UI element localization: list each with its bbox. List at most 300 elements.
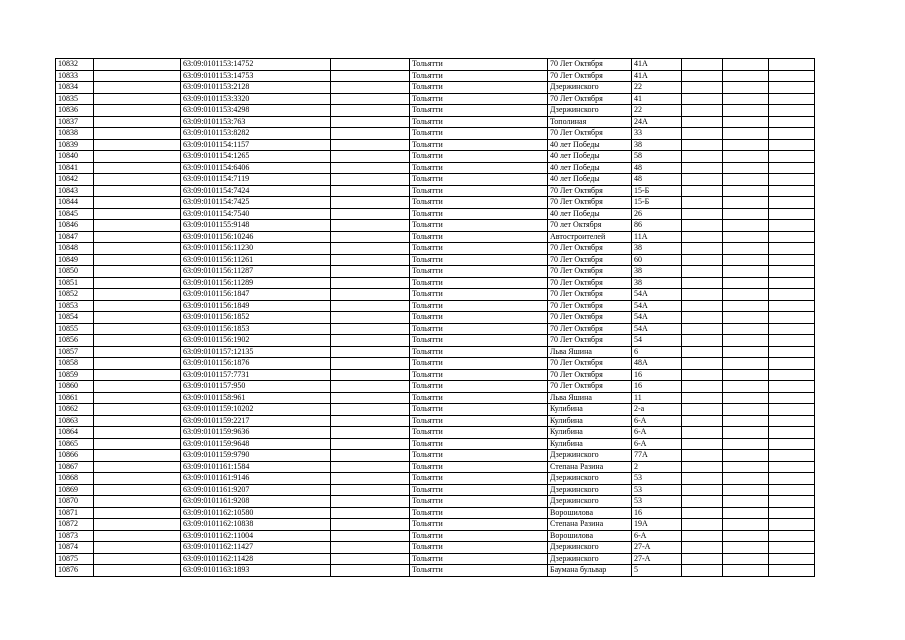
empty-cell-h[interactable] bbox=[682, 565, 723, 577]
row-number-cell[interactable]: 10839 bbox=[56, 139, 94, 151]
empty-cell-j[interactable] bbox=[769, 542, 815, 554]
street-cell[interactable]: 40 лет Победы bbox=[548, 151, 632, 163]
empty-cell-i[interactable] bbox=[723, 197, 769, 209]
street-cell[interactable]: Дзержинского bbox=[548, 484, 632, 496]
street-cell[interactable]: 70 Лет Октября bbox=[548, 323, 632, 335]
empty-cell-b[interactable] bbox=[94, 139, 181, 151]
empty-cell-i[interactable] bbox=[723, 450, 769, 462]
empty-cell-d[interactable] bbox=[331, 151, 410, 163]
cadastral-number-cell[interactable]: 63:09:0101161:1584 bbox=[181, 461, 331, 473]
empty-cell-i[interactable] bbox=[723, 208, 769, 220]
empty-cell-d[interactable] bbox=[331, 105, 410, 117]
empty-cell-i[interactable] bbox=[723, 151, 769, 163]
empty-cell-b[interactable] bbox=[94, 116, 181, 128]
empty-cell-i[interactable] bbox=[723, 484, 769, 496]
empty-cell-h[interactable] bbox=[682, 93, 723, 105]
city-cell[interactable]: Тольятти bbox=[410, 208, 548, 220]
house-number-cell[interactable]: 33 bbox=[632, 128, 682, 140]
empty-cell-b[interactable] bbox=[94, 450, 181, 462]
empty-cell-d[interactable] bbox=[331, 496, 410, 508]
empty-cell-j[interactable] bbox=[769, 197, 815, 209]
empty-cell-j[interactable] bbox=[769, 300, 815, 312]
row-number-cell[interactable]: 10862 bbox=[56, 404, 94, 416]
empty-cell-j[interactable] bbox=[769, 369, 815, 381]
empty-cell-i[interactable] bbox=[723, 243, 769, 255]
row-number-cell[interactable]: 10853 bbox=[56, 300, 94, 312]
row-number-cell[interactable]: 10837 bbox=[56, 116, 94, 128]
empty-cell-h[interactable] bbox=[682, 151, 723, 163]
row-number-cell[interactable]: 10840 bbox=[56, 151, 94, 163]
empty-cell-b[interactable] bbox=[94, 553, 181, 565]
empty-cell-h[interactable] bbox=[682, 438, 723, 450]
empty-cell-b[interactable] bbox=[94, 473, 181, 485]
empty-cell-b[interactable] bbox=[94, 507, 181, 519]
house-number-cell[interactable]: 16 bbox=[632, 381, 682, 393]
empty-cell-b[interactable] bbox=[94, 82, 181, 94]
empty-cell-h[interactable] bbox=[682, 461, 723, 473]
cadastral-number-cell[interactable]: 63:09:0101162:11427 bbox=[181, 542, 331, 554]
cadastral-number-cell[interactable]: 63:09:0101154:1265 bbox=[181, 151, 331, 163]
house-number-cell[interactable]: 11 bbox=[632, 392, 682, 404]
empty-cell-j[interactable] bbox=[769, 231, 815, 243]
empty-cell-b[interactable] bbox=[94, 128, 181, 140]
row-number-cell[interactable]: 10843 bbox=[56, 185, 94, 197]
empty-cell-d[interactable] bbox=[331, 346, 410, 358]
empty-cell-i[interactable] bbox=[723, 473, 769, 485]
empty-cell-i[interactable] bbox=[723, 93, 769, 105]
cadastral-number-cell[interactable]: 63:09:0101154:6406 bbox=[181, 162, 331, 174]
street-cell[interactable]: Дзержинского bbox=[548, 82, 632, 94]
empty-cell-i[interactable] bbox=[723, 70, 769, 82]
cadastral-number-cell[interactable]: 63:09:0101161:9207 bbox=[181, 484, 331, 496]
empty-cell-i[interactable] bbox=[723, 369, 769, 381]
empty-cell-d[interactable] bbox=[331, 553, 410, 565]
empty-cell-j[interactable] bbox=[769, 392, 815, 404]
street-cell[interactable]: 70 Лет Октября bbox=[548, 93, 632, 105]
house-number-cell[interactable]: 41 bbox=[632, 93, 682, 105]
empty-cell-i[interactable] bbox=[723, 139, 769, 151]
empty-cell-b[interactable] bbox=[94, 312, 181, 324]
house-number-cell[interactable]: 53 bbox=[632, 473, 682, 485]
cadastral-number-cell[interactable]: 63:09:0101162:10580 bbox=[181, 507, 331, 519]
house-number-cell[interactable]: 41А bbox=[632, 70, 682, 82]
empty-cell-b[interactable] bbox=[94, 289, 181, 301]
empty-cell-b[interactable] bbox=[94, 565, 181, 577]
empty-cell-i[interactable] bbox=[723, 427, 769, 439]
empty-cell-d[interactable] bbox=[331, 519, 410, 531]
city-cell[interactable]: Тольятти bbox=[410, 105, 548, 117]
empty-cell-j[interactable] bbox=[769, 519, 815, 531]
empty-cell-j[interactable] bbox=[769, 289, 815, 301]
empty-cell-d[interactable] bbox=[331, 243, 410, 255]
cadastral-number-cell[interactable]: 63:09:0101162:11428 bbox=[181, 553, 331, 565]
empty-cell-b[interactable] bbox=[94, 519, 181, 531]
empty-cell-b[interactable] bbox=[94, 266, 181, 278]
row-number-cell[interactable]: 10865 bbox=[56, 438, 94, 450]
city-cell[interactable]: Тольятти bbox=[410, 461, 548, 473]
empty-cell-d[interactable] bbox=[331, 461, 410, 473]
empty-cell-i[interactable] bbox=[723, 174, 769, 186]
city-cell[interactable]: Тольятти bbox=[410, 473, 548, 485]
empty-cell-i[interactable] bbox=[723, 461, 769, 473]
house-number-cell[interactable]: 6-А bbox=[632, 438, 682, 450]
empty-cell-j[interactable] bbox=[769, 450, 815, 462]
empty-cell-i[interactable] bbox=[723, 565, 769, 577]
house-number-cell[interactable]: 54А bbox=[632, 300, 682, 312]
house-number-cell[interactable]: 22 bbox=[632, 105, 682, 117]
empty-cell-i[interactable] bbox=[723, 530, 769, 542]
city-cell[interactable]: Тольятти bbox=[410, 392, 548, 404]
empty-cell-i[interactable] bbox=[723, 496, 769, 508]
city-cell[interactable]: Тольятти bbox=[410, 438, 548, 450]
empty-cell-b[interactable] bbox=[94, 415, 181, 427]
row-number-cell[interactable]: 10845 bbox=[56, 208, 94, 220]
house-number-cell[interactable]: 2 bbox=[632, 461, 682, 473]
city-cell[interactable]: Тольятти bbox=[410, 139, 548, 151]
empty-cell-j[interactable] bbox=[769, 93, 815, 105]
empty-cell-d[interactable] bbox=[331, 473, 410, 485]
house-number-cell[interactable]: 6-А bbox=[632, 427, 682, 439]
city-cell[interactable]: Тольятти bbox=[410, 335, 548, 347]
city-cell[interactable]: Тольятти bbox=[410, 289, 548, 301]
empty-cell-j[interactable] bbox=[769, 484, 815, 496]
empty-cell-d[interactable] bbox=[331, 335, 410, 347]
empty-cell-d[interactable] bbox=[331, 139, 410, 151]
empty-cell-h[interactable] bbox=[682, 139, 723, 151]
cadastral-number-cell[interactable]: 63:09:0101153:14752 bbox=[181, 59, 331, 71]
house-number-cell[interactable]: 15-Б bbox=[632, 197, 682, 209]
empty-cell-d[interactable] bbox=[331, 565, 410, 577]
empty-cell-d[interactable] bbox=[331, 231, 410, 243]
empty-cell-h[interactable] bbox=[682, 70, 723, 82]
cadastral-number-cell[interactable]: 63:09:0101156:1852 bbox=[181, 312, 331, 324]
house-number-cell[interactable]: 16 bbox=[632, 369, 682, 381]
city-cell[interactable]: Тольятти bbox=[410, 404, 548, 416]
empty-cell-h[interactable] bbox=[682, 358, 723, 370]
empty-cell-j[interactable] bbox=[769, 254, 815, 266]
house-number-cell[interactable]: 26 bbox=[632, 208, 682, 220]
street-cell[interactable]: 70 Лет Октября bbox=[548, 369, 632, 381]
empty-cell-i[interactable] bbox=[723, 404, 769, 416]
empty-cell-i[interactable] bbox=[723, 59, 769, 71]
cadastral-number-cell[interactable]: 63:09:0101156:11261 bbox=[181, 254, 331, 266]
city-cell[interactable]: Тольятти bbox=[410, 369, 548, 381]
city-cell[interactable]: Тольятти bbox=[410, 254, 548, 266]
empty-cell-j[interactable] bbox=[769, 335, 815, 347]
cadastral-number-cell[interactable]: 63:09:0101162:10838 bbox=[181, 519, 331, 531]
street-cell[interactable]: Автостроителей bbox=[548, 231, 632, 243]
city-cell[interactable]: Тольятти bbox=[410, 565, 548, 577]
city-cell[interactable]: Тольятти bbox=[410, 197, 548, 209]
empty-cell-b[interactable] bbox=[94, 358, 181, 370]
empty-cell-h[interactable] bbox=[682, 277, 723, 289]
empty-cell-h[interactable] bbox=[682, 553, 723, 565]
empty-cell-b[interactable] bbox=[94, 438, 181, 450]
empty-cell-i[interactable] bbox=[723, 312, 769, 324]
street-cell[interactable]: Дзержинского bbox=[548, 496, 632, 508]
street-cell[interactable]: Степана Разина bbox=[548, 519, 632, 531]
empty-cell-d[interactable] bbox=[331, 369, 410, 381]
empty-cell-b[interactable] bbox=[94, 243, 181, 255]
house-number-cell[interactable]: 48А bbox=[632, 358, 682, 370]
street-cell[interactable]: Ворошилова bbox=[548, 507, 632, 519]
empty-cell-b[interactable] bbox=[94, 231, 181, 243]
row-number-cell[interactable]: 10868 bbox=[56, 473, 94, 485]
empty-cell-i[interactable] bbox=[723, 392, 769, 404]
row-number-cell[interactable]: 10864 bbox=[56, 427, 94, 439]
empty-cell-j[interactable] bbox=[769, 461, 815, 473]
row-number-cell[interactable]: 10844 bbox=[56, 197, 94, 209]
city-cell[interactable]: Тольятти bbox=[410, 300, 548, 312]
empty-cell-i[interactable] bbox=[723, 277, 769, 289]
house-number-cell[interactable]: 48 bbox=[632, 162, 682, 174]
empty-cell-j[interactable] bbox=[769, 473, 815, 485]
empty-cell-b[interactable] bbox=[94, 369, 181, 381]
city-cell[interactable]: Тольятти bbox=[410, 151, 548, 163]
row-number-cell[interactable]: 10838 bbox=[56, 128, 94, 140]
empty-cell-h[interactable] bbox=[682, 450, 723, 462]
empty-cell-h[interactable] bbox=[682, 496, 723, 508]
row-number-cell[interactable]: 10870 bbox=[56, 496, 94, 508]
row-number-cell[interactable]: 10861 bbox=[56, 392, 94, 404]
cadastral-number-cell[interactable]: 63:09:0101156:11230 bbox=[181, 243, 331, 255]
empty-cell-b[interactable] bbox=[94, 254, 181, 266]
empty-cell-i[interactable] bbox=[723, 116, 769, 128]
empty-cell-d[interactable] bbox=[331, 185, 410, 197]
empty-cell-j[interactable] bbox=[769, 404, 815, 416]
empty-cell-b[interactable] bbox=[94, 404, 181, 416]
empty-cell-d[interactable] bbox=[331, 415, 410, 427]
empty-cell-b[interactable] bbox=[94, 427, 181, 439]
empty-cell-b[interactable] bbox=[94, 208, 181, 220]
empty-cell-b[interactable] bbox=[94, 220, 181, 232]
street-cell[interactable]: Степана Разина bbox=[548, 461, 632, 473]
empty-cell-i[interactable] bbox=[723, 185, 769, 197]
house-number-cell[interactable]: 19А bbox=[632, 519, 682, 531]
empty-cell-b[interactable] bbox=[94, 542, 181, 554]
row-number-cell[interactable]: 10832 bbox=[56, 59, 94, 71]
empty-cell-d[interactable] bbox=[331, 312, 410, 324]
house-number-cell[interactable]: 27-А bbox=[632, 542, 682, 554]
row-number-cell[interactable]: 10833 bbox=[56, 70, 94, 82]
empty-cell-d[interactable] bbox=[331, 59, 410, 71]
empty-cell-j[interactable] bbox=[769, 105, 815, 117]
empty-cell-d[interactable] bbox=[331, 116, 410, 128]
city-cell[interactable]: Тольятти bbox=[410, 484, 548, 496]
city-cell[interactable]: Тольятти bbox=[410, 82, 548, 94]
street-cell[interactable]: Дзержинского bbox=[548, 450, 632, 462]
cadastral-number-cell[interactable]: 63:09:0101155:9148 bbox=[181, 220, 331, 232]
empty-cell-j[interactable] bbox=[769, 139, 815, 151]
empty-cell-h[interactable] bbox=[682, 162, 723, 174]
empty-cell-h[interactable] bbox=[682, 530, 723, 542]
empty-cell-d[interactable] bbox=[331, 208, 410, 220]
city-cell[interactable]: Тольятти bbox=[410, 277, 548, 289]
cadastral-number-cell[interactable]: 63:09:0101161:9208 bbox=[181, 496, 331, 508]
row-number-cell[interactable]: 10867 bbox=[56, 461, 94, 473]
street-cell[interactable]: 70 лет Октября bbox=[548, 220, 632, 232]
empty-cell-i[interactable] bbox=[723, 553, 769, 565]
row-number-cell[interactable]: 10846 bbox=[56, 220, 94, 232]
street-cell[interactable]: 70 Лет Октября bbox=[548, 312, 632, 324]
empty-cell-h[interactable] bbox=[682, 59, 723, 71]
empty-cell-h[interactable] bbox=[682, 392, 723, 404]
empty-cell-j[interactable] bbox=[769, 266, 815, 278]
empty-cell-d[interactable] bbox=[331, 289, 410, 301]
street-cell[interactable]: Баумана бульвар bbox=[548, 565, 632, 577]
cadastral-number-cell[interactable]: 63:09:0101156:1902 bbox=[181, 335, 331, 347]
empty-cell-d[interactable] bbox=[331, 323, 410, 335]
cadastral-number-cell[interactable]: 63:09:0101156:1847 bbox=[181, 289, 331, 301]
house-number-cell[interactable]: 38 bbox=[632, 277, 682, 289]
street-cell[interactable]: Дзержинского bbox=[548, 553, 632, 565]
row-number-cell[interactable]: 10871 bbox=[56, 507, 94, 519]
empty-cell-i[interactable] bbox=[723, 542, 769, 554]
empty-cell-h[interactable] bbox=[682, 197, 723, 209]
empty-cell-b[interactable] bbox=[94, 93, 181, 105]
empty-cell-h[interactable] bbox=[682, 346, 723, 358]
empty-cell-d[interactable] bbox=[331, 266, 410, 278]
empty-cell-j[interactable] bbox=[769, 415, 815, 427]
empty-cell-j[interactable] bbox=[769, 162, 815, 174]
empty-cell-i[interactable] bbox=[723, 415, 769, 427]
empty-cell-b[interactable] bbox=[94, 197, 181, 209]
empty-cell-i[interactable] bbox=[723, 289, 769, 301]
house-number-cell[interactable]: 58 bbox=[632, 151, 682, 163]
empty-cell-b[interactable] bbox=[94, 277, 181, 289]
row-number-cell[interactable]: 10835 bbox=[56, 93, 94, 105]
house-number-cell[interactable]: 53 bbox=[632, 484, 682, 496]
empty-cell-b[interactable] bbox=[94, 162, 181, 174]
city-cell[interactable]: Тольятти bbox=[410, 542, 548, 554]
house-number-cell[interactable]: 41А bbox=[632, 59, 682, 71]
empty-cell-d[interactable] bbox=[331, 542, 410, 554]
empty-cell-b[interactable] bbox=[94, 105, 181, 117]
empty-cell-i[interactable] bbox=[723, 128, 769, 140]
street-cell[interactable]: Кулибина bbox=[548, 404, 632, 416]
house-number-cell[interactable]: 54А bbox=[632, 289, 682, 301]
empty-cell-j[interactable] bbox=[769, 116, 815, 128]
street-cell[interactable]: 40 лет Победы bbox=[548, 139, 632, 151]
empty-cell-j[interactable] bbox=[769, 438, 815, 450]
cadastral-number-cell[interactable]: 63:09:0101158:961 bbox=[181, 392, 331, 404]
empty-cell-d[interactable] bbox=[331, 82, 410, 94]
empty-cell-d[interactable] bbox=[331, 70, 410, 82]
row-number-cell[interactable]: 10856 bbox=[56, 335, 94, 347]
empty-cell-j[interactable] bbox=[769, 381, 815, 393]
cadastral-number-cell[interactable]: 63:09:0101159:9636 bbox=[181, 427, 331, 439]
row-number-cell[interactable]: 10849 bbox=[56, 254, 94, 266]
empty-cell-j[interactable] bbox=[769, 427, 815, 439]
empty-cell-i[interactable] bbox=[723, 105, 769, 117]
house-number-cell[interactable]: 54А bbox=[632, 312, 682, 324]
empty-cell-j[interactable] bbox=[769, 185, 815, 197]
street-cell[interactable]: 70 Лет Октября bbox=[548, 197, 632, 209]
empty-cell-d[interactable] bbox=[331, 507, 410, 519]
row-number-cell[interactable]: 10836 bbox=[56, 105, 94, 117]
row-number-cell[interactable]: 10834 bbox=[56, 82, 94, 94]
street-cell[interactable]: 70 Лет Октября bbox=[548, 358, 632, 370]
empty-cell-b[interactable] bbox=[94, 185, 181, 197]
empty-cell-h[interactable] bbox=[682, 484, 723, 496]
street-cell[interactable]: 70 Лет Октября bbox=[548, 128, 632, 140]
empty-cell-b[interactable] bbox=[94, 496, 181, 508]
empty-cell-h[interactable] bbox=[682, 208, 723, 220]
cadastral-number-cell[interactable]: 63:09:0101153:763 bbox=[181, 116, 331, 128]
house-number-cell[interactable]: 22 bbox=[632, 82, 682, 94]
empty-cell-j[interactable] bbox=[769, 565, 815, 577]
empty-cell-h[interactable] bbox=[682, 254, 723, 266]
empty-cell-d[interactable] bbox=[331, 93, 410, 105]
row-number-cell[interactable]: 10848 bbox=[56, 243, 94, 255]
row-number-cell[interactable]: 10872 bbox=[56, 519, 94, 531]
empty-cell-j[interactable] bbox=[769, 323, 815, 335]
empty-cell-j[interactable] bbox=[769, 243, 815, 255]
empty-cell-i[interactable] bbox=[723, 335, 769, 347]
empty-cell-i[interactable] bbox=[723, 254, 769, 266]
row-number-cell[interactable]: 10876 bbox=[56, 565, 94, 577]
house-number-cell[interactable]: 38 bbox=[632, 243, 682, 255]
street-cell[interactable]: Кулибина bbox=[548, 415, 632, 427]
empty-cell-d[interactable] bbox=[331, 404, 410, 416]
city-cell[interactable]: Тольятти bbox=[410, 174, 548, 186]
street-cell[interactable]: 70 Лет Октября bbox=[548, 289, 632, 301]
empty-cell-h[interactable] bbox=[682, 473, 723, 485]
street-cell[interactable]: 70 Лет Октября bbox=[548, 266, 632, 278]
empty-cell-d[interactable] bbox=[331, 277, 410, 289]
house-number-cell[interactable]: 24А bbox=[632, 116, 682, 128]
street-cell[interactable]: 40 лет Победы bbox=[548, 162, 632, 174]
house-number-cell[interactable]: 27-А bbox=[632, 553, 682, 565]
empty-cell-i[interactable] bbox=[723, 519, 769, 531]
empty-cell-h[interactable] bbox=[682, 404, 723, 416]
row-number-cell[interactable]: 10873 bbox=[56, 530, 94, 542]
house-number-cell[interactable]: 16 bbox=[632, 507, 682, 519]
cadastral-number-cell[interactable]: 63:09:0101154:7424 bbox=[181, 185, 331, 197]
city-cell[interactable]: Тольятти bbox=[410, 93, 548, 105]
house-number-cell[interactable]: 53 bbox=[632, 496, 682, 508]
street-cell[interactable]: 70 Лет Октября bbox=[548, 185, 632, 197]
city-cell[interactable]: Тольятти bbox=[410, 162, 548, 174]
empty-cell-h[interactable] bbox=[682, 323, 723, 335]
street-cell[interactable]: Тополиная bbox=[548, 116, 632, 128]
city-cell[interactable]: Тольятти bbox=[410, 507, 548, 519]
street-cell[interactable]: Ворошилова bbox=[548, 530, 632, 542]
cadastral-number-cell[interactable]: 63:09:0101156:10246 bbox=[181, 231, 331, 243]
empty-cell-h[interactable] bbox=[682, 116, 723, 128]
cadastral-number-cell[interactable]: 63:09:0101156:1853 bbox=[181, 323, 331, 335]
street-cell[interactable]: 40 лет Победы bbox=[548, 174, 632, 186]
city-cell[interactable]: Тольятти bbox=[410, 496, 548, 508]
cadastral-number-cell[interactable]: 63:09:0101163:1893 bbox=[181, 565, 331, 577]
empty-cell-h[interactable] bbox=[682, 266, 723, 278]
empty-cell-b[interactable] bbox=[94, 530, 181, 542]
row-number-cell[interactable]: 10875 bbox=[56, 553, 94, 565]
cadastral-number-cell[interactable]: 63:09:0101161:9146 bbox=[181, 473, 331, 485]
street-cell[interactable]: Дзержинского bbox=[548, 542, 632, 554]
empty-cell-b[interactable] bbox=[94, 59, 181, 71]
empty-cell-h[interactable] bbox=[682, 185, 723, 197]
empty-cell-h[interactable] bbox=[682, 128, 723, 140]
empty-cell-j[interactable] bbox=[769, 312, 815, 324]
row-number-cell[interactable]: 10858 bbox=[56, 358, 94, 370]
empty-cell-i[interactable] bbox=[723, 82, 769, 94]
row-number-cell[interactable]: 10852 bbox=[56, 289, 94, 301]
empty-cell-h[interactable] bbox=[682, 243, 723, 255]
row-number-cell[interactable]: 10859 bbox=[56, 369, 94, 381]
empty-cell-j[interactable] bbox=[769, 358, 815, 370]
empty-cell-b[interactable] bbox=[94, 335, 181, 347]
